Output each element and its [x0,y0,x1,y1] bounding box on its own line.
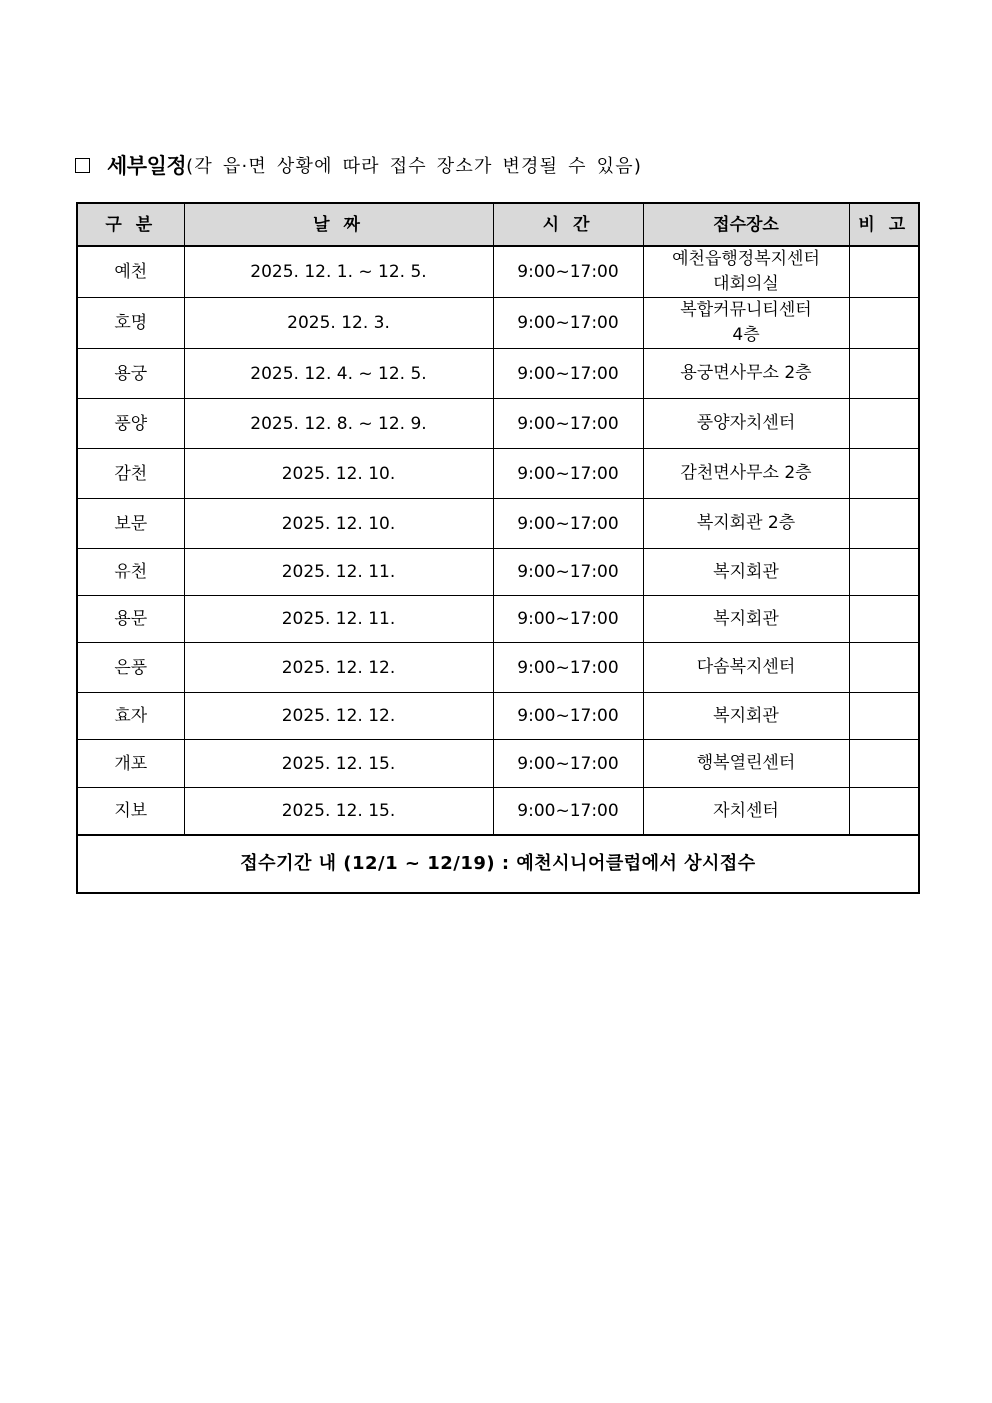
table-row [77,298,919,349]
cell-time: 9:00~17:00 [493,549,643,596]
cell-region: 호명 [77,298,184,349]
header-time: 시 간 [493,203,643,246]
cell-place: 감천면사무소 2층 [643,449,849,499]
section-title: 세부일정 [107,154,187,178]
cell-remarks [849,499,919,549]
cell-date: 2025. 12. 10. [184,499,493,549]
header-date: 날 짜 [184,203,493,246]
cell-place: 용궁면사무소 2층 [643,349,849,399]
cell-time: 9:00~17:00 [493,596,643,643]
cell-time: 9:00~17:00 [493,349,643,399]
header-remarks: 비 고 [849,203,919,246]
table-row [77,740,919,788]
table-row [77,246,919,298]
cell-remarks [849,788,919,836]
table-row [77,549,919,596]
cell-region: 용궁 [77,349,184,399]
table-row [77,643,919,693]
table-row [77,693,919,740]
cell-date: 2025. 12. 11. [184,596,493,643]
cell-date: 2025. 12. 12. [184,643,493,693]
cell-remarks [849,693,919,740]
cell-date: 2025. 12. 15. [184,788,493,836]
checkbox-square-icon [75,158,90,173]
cell-date: 2025. 12. 10. [184,449,493,499]
cell-place: 복지회관 [643,596,849,643]
cell-region: 지보 [77,788,184,836]
cell-time: 9:00~17:00 [493,399,643,449]
cell-date: 2025. 12. 8. ~ 12. 9. [184,399,493,449]
header-place: 접수장소 [643,203,849,246]
cell-date: 2025. 12. 4. ~ 12. 5. [184,349,493,399]
cell-place: 행복열린센터 [643,740,849,788]
cell-time: 9:00~17:00 [493,643,643,693]
schedule-table [76,202,920,894]
cell-remarks [849,596,919,643]
cell-date: 2025. 12. 1. ~ 12. 5. [184,246,493,298]
table-row [77,449,919,499]
table-row [77,399,919,449]
cell-date: 2025. 12. 12. [184,693,493,740]
cell-remarks [849,740,919,788]
table-footer-row [77,835,919,893]
cell-date: 2025. 12. 15. [184,740,493,788]
cell-region: 풍양 [77,399,184,449]
cell-remarks [849,298,919,349]
cell-region: 보문 [77,499,184,549]
cell-time: 9:00~17:00 [493,740,643,788]
section-heading [75,150,642,180]
cell-place: 복지회관 2층 [643,499,849,549]
cell-region: 용문 [77,596,184,643]
cell-region: 감천 [77,449,184,499]
cell-place: 자치센터 [643,788,849,836]
cell-date: 2025. 12. 3. [184,298,493,349]
cell-place: 다솜복지센터 [643,643,849,693]
cell-place: 복합커뮤니티센터 4층 [643,298,849,349]
cell-place: 복지회관 [643,549,849,596]
cell-time: 9:00~17:00 [493,499,643,549]
cell-time: 9:00~17:00 [493,788,643,836]
cell-time: 9:00~17:00 [493,246,643,298]
cell-place: 복지회관 [643,693,849,740]
cell-remarks [849,399,919,449]
cell-date: 2025. 12. 11. [184,549,493,596]
table-header-row [77,203,919,246]
table-row [77,596,919,643]
cell-remarks [849,449,919,499]
cell-time: 9:00~17:00 [493,449,643,499]
cell-time: 9:00~17:00 [493,298,643,349]
cell-time: 9:00~17:00 [493,693,643,740]
footer-note: 접수기간 내 (12/1 ~ 12/19) : 예천시니어클럽에서 상시접수 [77,835,919,893]
cell-region: 예천 [77,246,184,298]
table-row [77,499,919,549]
header-region: 구 분 [77,203,184,246]
cell-region: 개포 [77,740,184,788]
cell-remarks [849,643,919,693]
cell-region: 유천 [77,549,184,596]
cell-remarks [849,549,919,596]
table-row [77,349,919,399]
cell-remarks [849,246,919,298]
cell-region: 은풍 [77,643,184,693]
cell-place: 풍양자치센터 [643,399,849,449]
table-row [77,788,919,836]
cell-remarks [849,349,919,399]
cell-region: 효자 [77,693,184,740]
section-note: (각 읍·면 상황에 따라 접수 장소가 변경될 수 있음) [186,156,643,177]
cell-place: 예천읍행정복지센터 대회의실 [643,246,849,298]
